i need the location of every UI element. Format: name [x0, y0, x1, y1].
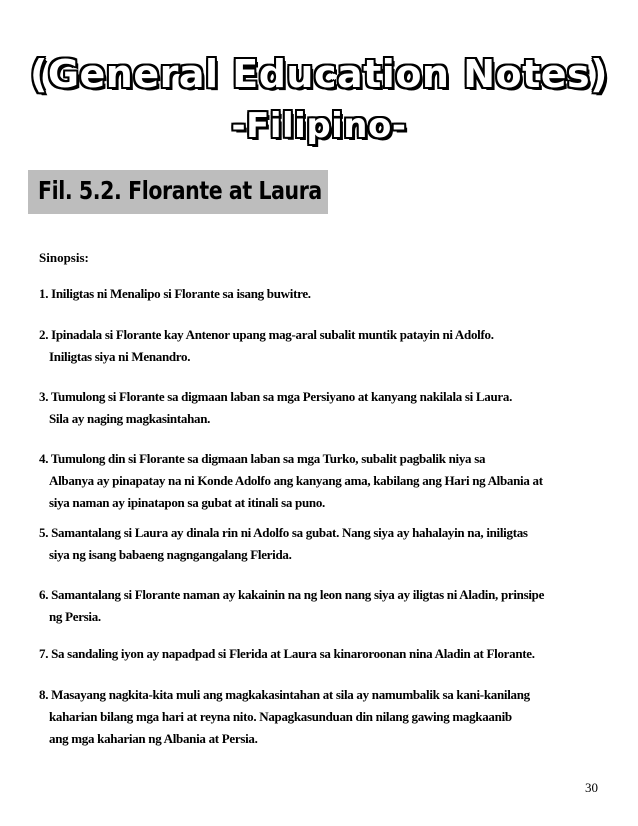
synopsis-label: Sinopsis:	[39, 250, 89, 265]
page-subtitle: -Filipino-	[231, 106, 407, 146]
list-item-line: 7. Sa sandaling iyon ay napadpad si Flerida at Laura sa kinaroroonan nina Aladin at Florante.	[39, 646, 535, 661]
list-item	[39, 584, 609, 628]
list-item-line: kaharian bilang mga hari at reyna nito. Napagkasunduan din nilang gawing magkaanib	[49, 709, 512, 724]
list-item	[39, 283, 609, 305]
list-item-line: Sila ay naging magkasintahan.	[49, 411, 211, 426]
list-item	[39, 643, 609, 665]
list-item-line: 8. Masayang nagkita-kita muli ang magkakasintahan at sila ay namumbalik sa kani-kanilang	[39, 687, 530, 702]
section-heading-bar	[28, 170, 328, 214]
list-item-line: 3. Tumulong si Florante sa digmaan laban sa mga Persiyano at kanyang nakilala si Laura.	[39, 389, 513, 404]
list-item-line: siya ng isang babaeng nagngangalang Flerida.	[49, 547, 292, 562]
list-item	[39, 448, 609, 514]
list-item-line: ang mga kaharian ng Albania at Persia.	[49, 731, 258, 746]
list-item-line: 2. Ipinadala si Florante kay Antenor upang mag-aral subalit muntik patayin ni Adolfo.	[39, 327, 494, 342]
page-number: 30	[585, 780, 598, 795]
section-heading: Fil. 5.2. Florante at Laura	[38, 176, 322, 205]
list-item-line: Iniligtas siya ni Menandro.	[49, 349, 191, 364]
page-title: (General Education Notes)	[29, 52, 609, 96]
list-item	[39, 324, 609, 368]
list-item-line: siya naman ay ipinatapon sa gubat at itinali sa puno.	[49, 495, 325, 510]
list-item-line: Albanya ay pinapatay na ni Konde Adolfo ang kanyang ama, kabilang ang Hari ng Albania at	[49, 473, 543, 488]
list-item-line: ng Persia.	[49, 609, 101, 624]
list-item-line: 1. Iniligtas ni Menalipo si Florante sa isang buwitre.	[39, 286, 311, 301]
list-item-line: 6. Samantalang si Florante naman ay kakainin na ng leon nang siya ay iligtas ni Aladin, prinsipe	[39, 587, 545, 602]
list-item-line: 5. Samantalang si Laura ay dinala rin ni Adolfo sa gubat. Nang siya ay hahalayin na, iniligtas	[39, 525, 528, 540]
list-item	[39, 684, 609, 750]
list-item-line: 4. Tumulong din si Florante sa digmaan laban sa mga Turko, subalit pagbalik niya sa	[39, 451, 486, 466]
list-item	[39, 522, 609, 566]
list-item	[39, 386, 609, 430]
